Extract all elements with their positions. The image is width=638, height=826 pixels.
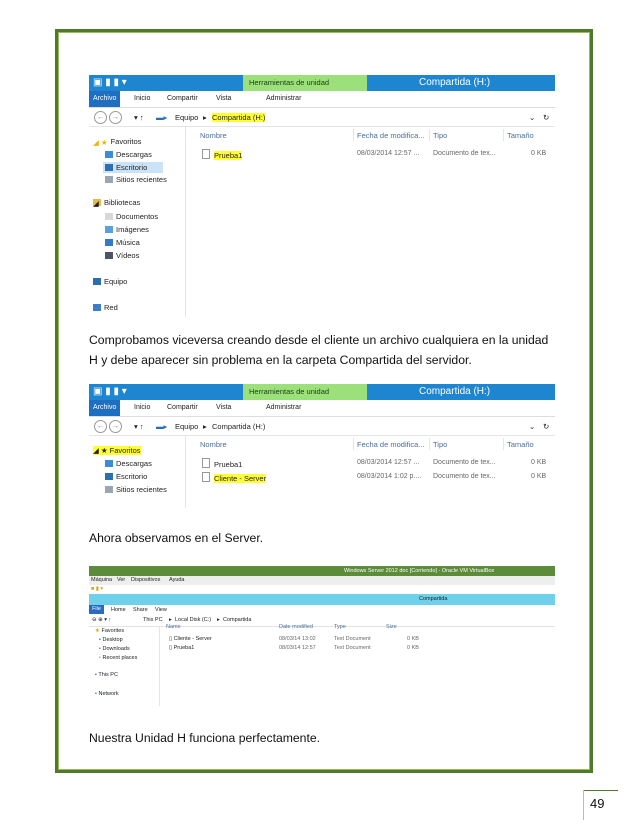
tab-share[interactable]: Share [133,607,148,613]
forward-icon[interactable]: → [109,111,122,124]
virtualbox-titlebar [89,566,555,576]
column-header-name[interactable]: Name [166,624,181,630]
downloads-icon [105,151,113,158]
window-title: Compartida (H:) [419,77,491,88]
file-type: Documento de tex... [433,150,496,157]
nav-recent-places[interactable]: ▪ Recent places [99,655,138,661]
nav-downloads[interactable]: ▪ Downloads [99,646,130,652]
refresh-icon[interactable]: ↻ [543,113,550,122]
ribbon-tabs [89,400,555,417]
back-icon[interactable]: ← [94,420,107,433]
file-name[interactable]: ▯ Prueba1 [169,645,195,651]
network-icon: ▪ [95,691,97,697]
breadcrumb-local-disk[interactable]: Local Disk (C:) [175,617,212,623]
downloads-icon: ▪ [99,646,101,652]
column-header-tamano[interactable]: Tamaño [507,440,534,449]
nav-musica[interactable]: Música [105,238,140,247]
tab-view[interactable]: View [155,607,167,613]
recent-places-icon: ▪ [99,655,101,661]
window-title: Compartida (H:) [419,386,491,397]
nav-this-pc[interactable]: ▪ This PC [95,672,118,678]
file-type: Text Document [334,636,371,642]
file-name[interactable]: ▯ Cliente - Server [169,636,212,642]
breadcrumb-equipo[interactable]: Equipo [175,113,199,122]
nav-favoritos[interactable] [93,446,141,455]
chevron-down-icon[interactable]: ⌄ [529,113,536,122]
tab-archivo[interactable]: Archivo [89,400,120,416]
tab-compartir[interactable]: Compartir [167,95,198,102]
breadcrumb-compartida[interactable]: Compartida [223,617,252,623]
breadcrumb-this-pc[interactable]: This PC [143,617,163,623]
chevron-right-icon: ▸ [217,617,220,623]
address-bar[interactable] [89,417,555,436]
menu-maquina[interactable]: Máquina [91,577,113,583]
tab-administrar[interactable]: Administrar [266,404,302,411]
paragraph-2: Ahora observamos en el Server. [89,531,264,545]
column-header-nombre[interactable]: Nombre [200,440,227,449]
star-icon: ◢ ★ [93,138,108,147]
column-header-tipo[interactable]: Tipo [433,131,448,140]
nav-descargas[interactable]: Descargas [105,150,152,159]
explorer-screenshot-1 [89,75,555,317]
file-name[interactable]: Prueba1 [202,458,242,469]
nav-favoritos[interactable]: ◢ ★ Favoritos [93,137,142,147]
nav-red[interactable]: Red [93,303,118,312]
tab-inicio[interactable]: Inicio [134,95,151,102]
navigation-pane [89,127,186,317]
file-type: Documento de tex... [433,473,496,480]
column-header-type[interactable]: Type [334,624,346,630]
documents-icon [105,213,113,220]
refresh-icon[interactable]: ↻ [543,422,550,431]
column-divider [353,129,354,141]
libraries-icon: ◢ [93,199,101,206]
chevron-right-icon: ▸ [203,113,207,122]
breadcrumb-compartida[interactable]: Compartida (H:) [212,422,266,431]
window-titlebar [89,594,555,605]
address-bar[interactable] [89,108,555,127]
back-icon[interactable]: ← [94,111,107,124]
column-header-nombre[interactable]: Nombre [200,131,227,140]
tab-administrar[interactable]: Administrar [266,95,302,102]
file-name[interactable]: Cliente - Server [202,472,266,483]
virtualbox-menubar [89,576,555,585]
desktop-icon: ▪ [99,637,101,643]
column-divider [503,129,504,141]
up-arrow-icon[interactable]: ▾ ↑ [134,113,144,122]
recent-places-icon [105,176,113,183]
quick-access-icons: ▣ ▮ ▮ ▾ [93,77,127,88]
tab-file[interactable]: File [89,605,104,614]
computer-icon: ▬▸ [156,113,168,122]
file-size: 0 KB [531,150,547,157]
window-title: Compartida [419,596,448,602]
computer-icon: ▪ [95,672,97,678]
column-divider [429,438,430,450]
paragraph-3: Nuestra Unidad H funciona perfectamente. [89,731,321,745]
explorer-screenshot-2 [89,384,555,508]
menu-ver[interactable]: Ver [117,577,126,583]
nav-sitios-recientes[interactable]: Sitios recientes [105,485,167,494]
column-header-size[interactable]: Size [386,624,397,630]
nav-bibliotecas[interactable]: ◢ Bibliotecas [93,198,141,208]
folder-icon: ■ ▮ ▾ [91,586,104,592]
file-date: 08/03/2014 1:02 p.... [357,473,422,480]
virtualbox-title: Windows Server 2012 doc [Corriendo] - Oracle VM VirtualBox [344,568,495,574]
nav-equipo[interactable]: Equipo [93,277,127,286]
nav-favorites[interactable]: ★ Favorites [95,628,125,634]
quick-access-toolbar [89,585,555,594]
star-icon: ★ [95,628,100,634]
page-number-rule [583,790,618,791]
breadcrumb-equipo[interactable]: Equipo [175,422,199,431]
page-number-divider [583,790,584,820]
chevron-right-icon: ▸ [203,422,207,431]
music-icon [105,239,113,246]
forward-icon[interactable]: → [109,420,122,433]
chevron-right-icon: ▸ [169,617,172,623]
column-header-tipo[interactable]: Tipo [433,440,448,449]
tab-home[interactable]: Home [111,607,126,613]
menu-dispositivos[interactable]: Dispositivos [131,577,161,583]
file-type: Documento de tex... [433,459,496,466]
file-size: 0 KB [531,473,547,480]
recent-places-icon [105,486,113,493]
nav-descargas[interactable]: Descargas [105,459,152,468]
nav-sitios-recientes[interactable]: Sitios recientes [105,175,167,184]
file-size: 0 KB [407,636,419,642]
text-file-icon [202,472,210,482]
ribbon-tabs [89,91,555,108]
column-header-date-modified[interactable]: Date modified [279,624,313,630]
file-size: 0 KB [407,645,419,651]
tab-vista[interactable]: Vista [216,95,232,102]
nav-network[interactable]: ▪ Network [95,691,119,697]
tab-archivo[interactable]: Archivo [89,91,120,107]
column-divider [353,438,354,450]
nav-videos[interactable]: Vídeos [105,251,139,260]
page-number: 49 [590,796,605,811]
paragraph-1: Comprobamos viceversa creando desde el cliente un archivo cualquiera en la unidad H y debe aparecer sin problema en la carpeta Compartida del servidor. [89,333,549,367]
file-date: 08/03/14 12:57 [279,645,316,651]
column-divider [503,438,504,450]
server-screenshot [89,566,555,706]
file-date: 08/03/14 13:02 [279,636,316,642]
nav-imagenes[interactable]: Imágenes [105,225,149,234]
computer-icon: ▬▸ [156,422,168,431]
star-icon: ◢ ★ Favoritos [93,446,141,455]
text-file-icon [202,458,210,468]
navigation-divider [159,626,160,706]
column-header-fecha[interactable]: Fecha de modifica... [357,131,425,140]
nav-escritorio[interactable]: Escritorio [103,162,163,173]
tab-compartir[interactable]: Compartir [167,404,198,411]
desktop-icon [105,164,113,171]
ribbon-tabs [89,605,555,614]
breadcrumb-compartida[interactable]: Compartida (H:) [212,113,266,122]
network-icon [93,304,101,311]
videos-icon [105,252,113,259]
navigation-pane [89,436,186,508]
chevron-down-icon[interactable]: ⌄ [529,422,536,431]
computer-icon [93,278,101,285]
column-divider [429,129,430,141]
column-header-tamano[interactable]: Tamaño [507,131,534,140]
drive-tools-tab[interactable]: Herramientas de unidad [243,75,367,91]
up-arrow-icon[interactable]: ▾ ↑ [134,422,144,431]
file-name[interactable]: Prueba1 [202,149,242,160]
nav-documentos[interactable]: Documentos [105,212,158,221]
quick-access-icons: ▣ ▮ ▮ ▾ [93,386,127,397]
file-type: Text Document [334,645,371,651]
menu-ayuda[interactable]: Ayuda [169,577,185,583]
text-file-icon [202,149,210,159]
column-header-fecha[interactable]: Fecha de modifica... [357,440,425,449]
file-date: 08/03/2014 12:57 ... [357,459,420,466]
pictures-icon [105,226,113,233]
nav-escritorio[interactable]: Escritorio [105,472,147,481]
nav-desktop[interactable]: ▪ Desktop [99,637,123,643]
file-date: 08/03/2014 12:57 ... [357,150,420,157]
file-size: 0 KB [531,459,547,466]
downloads-icon [105,460,113,467]
tab-inicio[interactable]: Inicio [134,404,151,411]
desktop-icon [105,473,113,480]
tab-vista[interactable]: Vista [216,404,232,411]
back-icon[interactable]: ⊖ ⊕ ▾ ↑ [92,617,112,623]
drive-tools-tab[interactable]: Herramientas de unidad [243,384,367,400]
